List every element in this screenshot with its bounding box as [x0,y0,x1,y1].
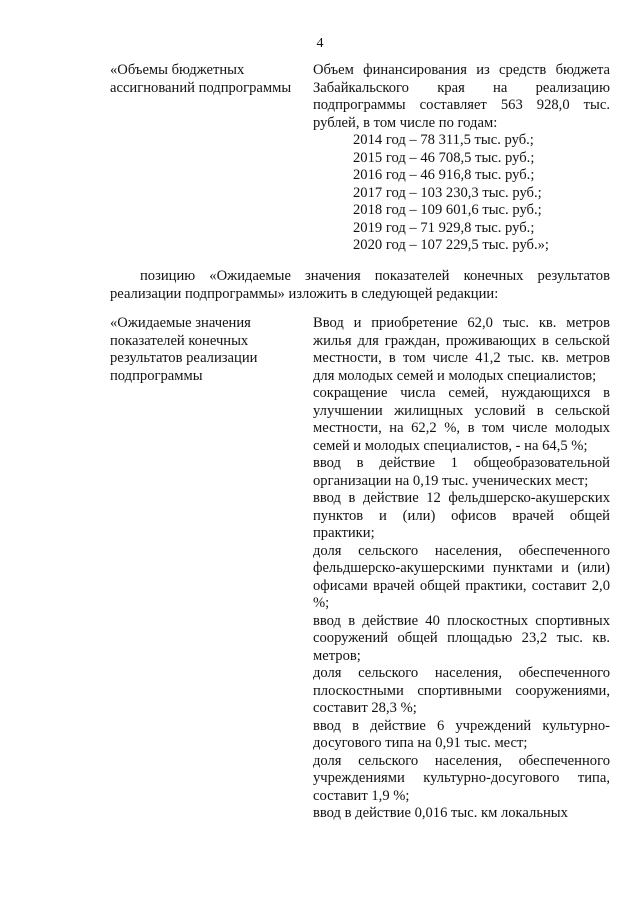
indicator-item: ввод в действие 0,016 тыс. км локальных [313,805,568,821]
indicator-item: сокращение числа семей, нуждающихся в улучшении жилищных условий в сельской местности, на 62,2 %, в том числе молодых семей и молодых специалистов, - на 64,5 %; [313,385,610,454]
indicator-item: ввод в действие 6 учреждений культурно-досугового типа на 0,91 тыс. мест; [313,717,610,751]
section1-label: «Объемы бюджетных ассигнований подпрограммы [110,62,292,96]
funding-year-2015: 2015 год – 46 708,5 тыс. руб.; [353,149,535,166]
section1-content [313,62,610,255]
funding-year-2019: 2019 год – 71 929,8 тыс. руб.; [353,219,535,236]
indicator-item: ввод в действие 1 общеобразовательной организации на 0,19 тыс. ученических мест; [313,455,610,489]
funding-intro: Объем финансирования из средств бюджета Забайкальского края на реализацию подпрограммы составляет 563 928,0 тыс. рублей, в том числе по годам: [313,62,610,131]
amendment-paragraph [110,268,610,303]
amendment-paragraph-text: позицию «Ожидаемые значения показателей конечных результатов реализации подпрограммы» изложить в следующей редакции: [110,268,610,302]
indicator-item: Ввод и приобретение 62,0 тыс. кв. метров жилья для граждан, проживающих в сельской местности, в том числе 41,2 тыс. кв. метров для молодых семей и молодых специалистов; [313,315,610,384]
funding-year-2017: 2017 год – 103 230,3 тыс. руб.; [353,184,542,201]
funding-year-2020: 2020 год – 107 229,5 тыс. руб.»; [353,237,549,253]
funding-year-2014: 2014 год – 78 311,5 тыс. руб.; [353,132,534,148]
indicator-item: доля сельского населения, обеспеченного плоскостными спортивными сооружениями, составит 28,3 %; [313,665,610,716]
funding-year-2018: 2018 год – 109 601,6 тыс. руб.; [353,202,542,218]
section2-label: «Ожидаемые значения показателей конечных результатов реализации подпрограммы [110,315,258,384]
indicator-item: доля сельского населения, обеспеченного учреждениями культурно-досугового типа, составит 1,9 %; [313,752,610,804]
section2-content [313,315,610,823]
indicator-item: ввод в действие 40 плоскостных спортивных сооружений общей площадью 23,2 тыс. кв. метров; [313,612,610,664]
funding-year-2016: 2016 год – 46 916,8 тыс. руб.; [353,167,535,183]
indicator-item: ввод в действие 12 фельдшерско-акушерских пунктов и (или) офисов врачей общей практики; [313,490,610,541]
indicator-item: доля сельского населения, обеспеченного фельдшерско-акушерскими пунктами и (или) офисами врачей общей практики, составит 2,0 %; [313,542,610,611]
page-number: 4 [316,36,324,51]
